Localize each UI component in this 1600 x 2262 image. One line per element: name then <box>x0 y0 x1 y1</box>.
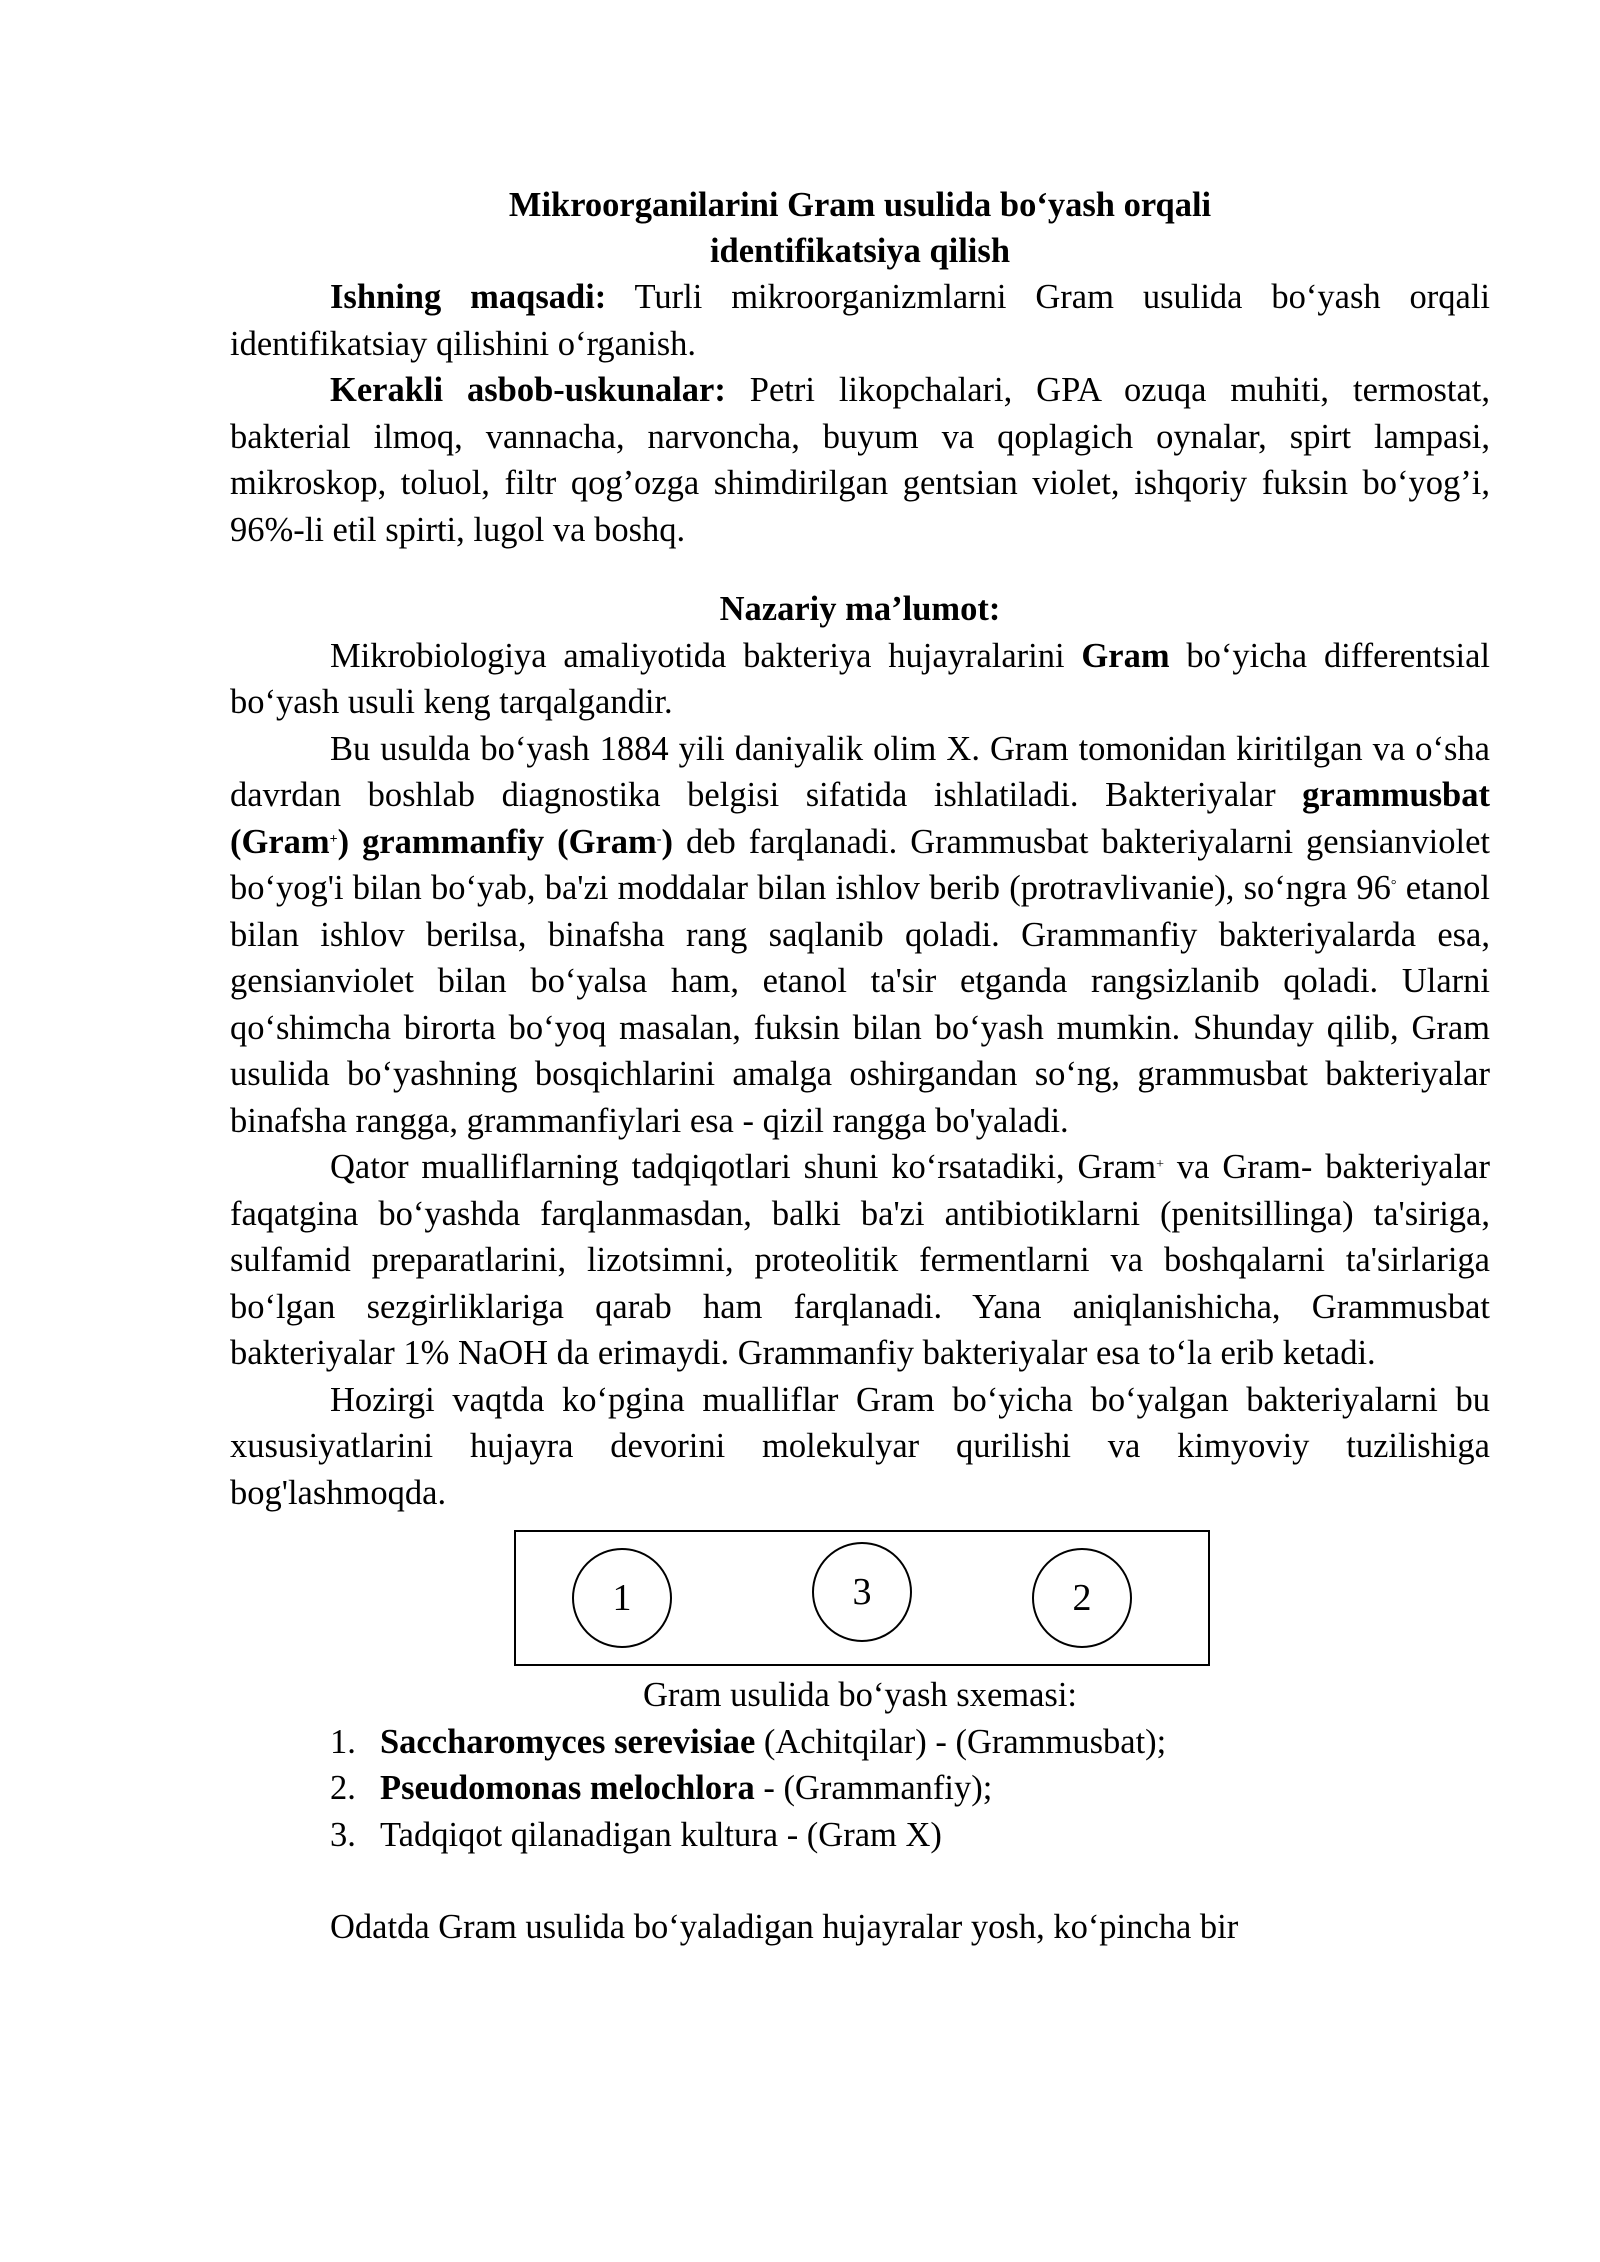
purpose-text: Turli mikroorganizmlarni Gram usulida bo‘yash orqali identifikatsiay qilishini o‘rganish. <box>230 278 1490 363</box>
purpose-label: Ishning maqsadi: <box>330 278 607 316</box>
p2-sup-minus: - <box>656 831 662 847</box>
theory-heading: Nazariy ma’lumot: <box>719 590 1001 628</box>
p2-degree: ° <box>1390 878 1397 893</box>
theory-paragraph-4: Hozirgi vaqtda ko‘pgina mualliflar Gram bo‘yicha bo‘yalgan bakteriyalarni bu xususiyatlarini hujayra devorini molekulyar qurilishi va kimyoviy tuzilishiga bog'lashmoqda. <box>230 1380 1490 1512</box>
list-item-number: 3. <box>330 1815 356 1854</box>
list-item <box>330 1719 1490 1766</box>
theory-paragraph-2 <box>230 726 1490 1145</box>
equipment-text: Petri likopchalari, GPA ozuqa muhiti, termostat, bakterial ilmoq, vannacha, narvoncha, buyum va qoplagich oynalar, spirt lampasi, mikroskop, toluol, filtr qog’ozga shimdirilgan gentsian violet, ishqoriy fuksin bo‘yog’i, 96%-li etil spirti, lugol va boshq. <box>230 371 1490 549</box>
p2-bold-2: ) grammanfiy (Gram <box>337 822 657 861</box>
equipment-label: Kerakli asbob-uskunalar: <box>330 371 726 409</box>
title-line-1: Mikroorganilarini Gram usulida bo‘yash orqali <box>508 186 1212 224</box>
p2-bold-3: ) <box>661 822 673 861</box>
scheme-circle-3: 3 <box>812 1542 912 1642</box>
document-page <box>230 182 1490 1951</box>
list-item-species: Pseudomonas melochlora <box>380 1769 755 1807</box>
p2-text-b: deb farqlanadi. Grammusbat bakteriyalarni gensianviolet bo‘yog'i bilan bo‘yab, ba'zi moddalar bilan ishlov berib (protravlivanie), so‘ngra 96 <box>230 822 1490 907</box>
list-item-number: 1. <box>330 1722 356 1761</box>
p3-text-b: va Gram- bakteriyalar faqatgina bo‘yashda farqlanmasdan, balki ba'zi antibiotiklarni (penitsillinga) ta'siriga, sulfamid preparatlarini, lizotsimni, proteolitik fermentlarni va boshqalarni ta'sirlariga bo‘lgan sezgirliklariga qarab ham farqlanadi. Yana aniqlanishicha, Grammusbat bakteriyalar 1% NaOH da erimaydi. Grammanfiy bakteriyalar esa to‘la erib ketadi. <box>230 1148 1490 1372</box>
p2-sup-plus: + <box>329 831 338 847</box>
p3-sup-plus: + <box>1156 1157 1164 1172</box>
staining-scheme-box <box>514 1530 1210 1666</box>
p1-bold: Gram <box>1081 636 1170 675</box>
list-item <box>330 1765 1490 1812</box>
list-item-text: - (Grammanfiy); <box>754 1769 993 1807</box>
p1-text-b: bo‘yicha differentsial bo‘yash usuli keng tarqalgandir. <box>230 636 1490 721</box>
theory-paragraph-3 <box>230 1144 1490 1377</box>
title-line-2: identifikatsiya qilish <box>709 232 1011 270</box>
final-paragraph: Odatda Gram usulida bo‘yaladigan hujayralar yosh, ko‘pincha bir <box>330 1908 1239 1946</box>
document-title <box>230 182 1490 274</box>
list-item-species: Saccharomyces serevisiae <box>380 1722 756 1761</box>
purpose-paragraph <box>230 274 1490 367</box>
list-item-text: (Achitqilar) - (Grammusbat); <box>755 1722 1167 1761</box>
equipment-paragraph <box>230 367 1490 553</box>
scheme-circle-1: 1 <box>572 1548 672 1648</box>
list-item <box>330 1812 1490 1859</box>
theory-paragraph-1 <box>230 633 1490 726</box>
p2-text-c: etanol bilan ishlov berilsa, binafsha rang saqlanib qoladi. Grammanfiy bakteriyalarda esa, gensianviolet bilan bo‘yalsa ham, etanol ta'sir etganda rangsizlanib qoladi. Ularni qo‘shimcha birorta bo‘yoq masalan, fuksin bilan bo‘yash mumkin. Shunday qilib, Gram usulida bo‘yashning bosqichlarini amalga oshirgandan so‘ng, grammusbat bakteriyalar binafsha rangga, grammanfiylari esa - qizil rangga bo'yaladi. <box>230 869 1491 1140</box>
organism-list <box>230 1719 1490 1859</box>
p2-text-a: Bu usulda bo‘yash 1884 yili daniyalik olim X. Gram tomonidan kiritilgan va o‘sha davrdan boshlab diagnostika belgisi sifatida ishlatiladi. Bakteriyalar <box>230 729 1490 814</box>
scheme-circle-2: 2 <box>1032 1548 1132 1648</box>
p2-bold-1: grammusbat (Gram <box>230 776 1490 861</box>
list-item-text: Tadqiqot qilanadigan kultura - (Gram X) <box>380 1815 942 1854</box>
scheme-caption: Gram usulida bo‘yash sxemasi: <box>642 1676 1078 1714</box>
p3-text-a: Qator mualliflarning tadqiqotlari shuni ko‘rsatadiki, Gram <box>330 1148 1157 1186</box>
list-item-number: 2. <box>330 1769 356 1807</box>
p1-text-a: Mikrobiologiya amaliyotida bakteriya hujayralarini <box>330 636 1082 675</box>
